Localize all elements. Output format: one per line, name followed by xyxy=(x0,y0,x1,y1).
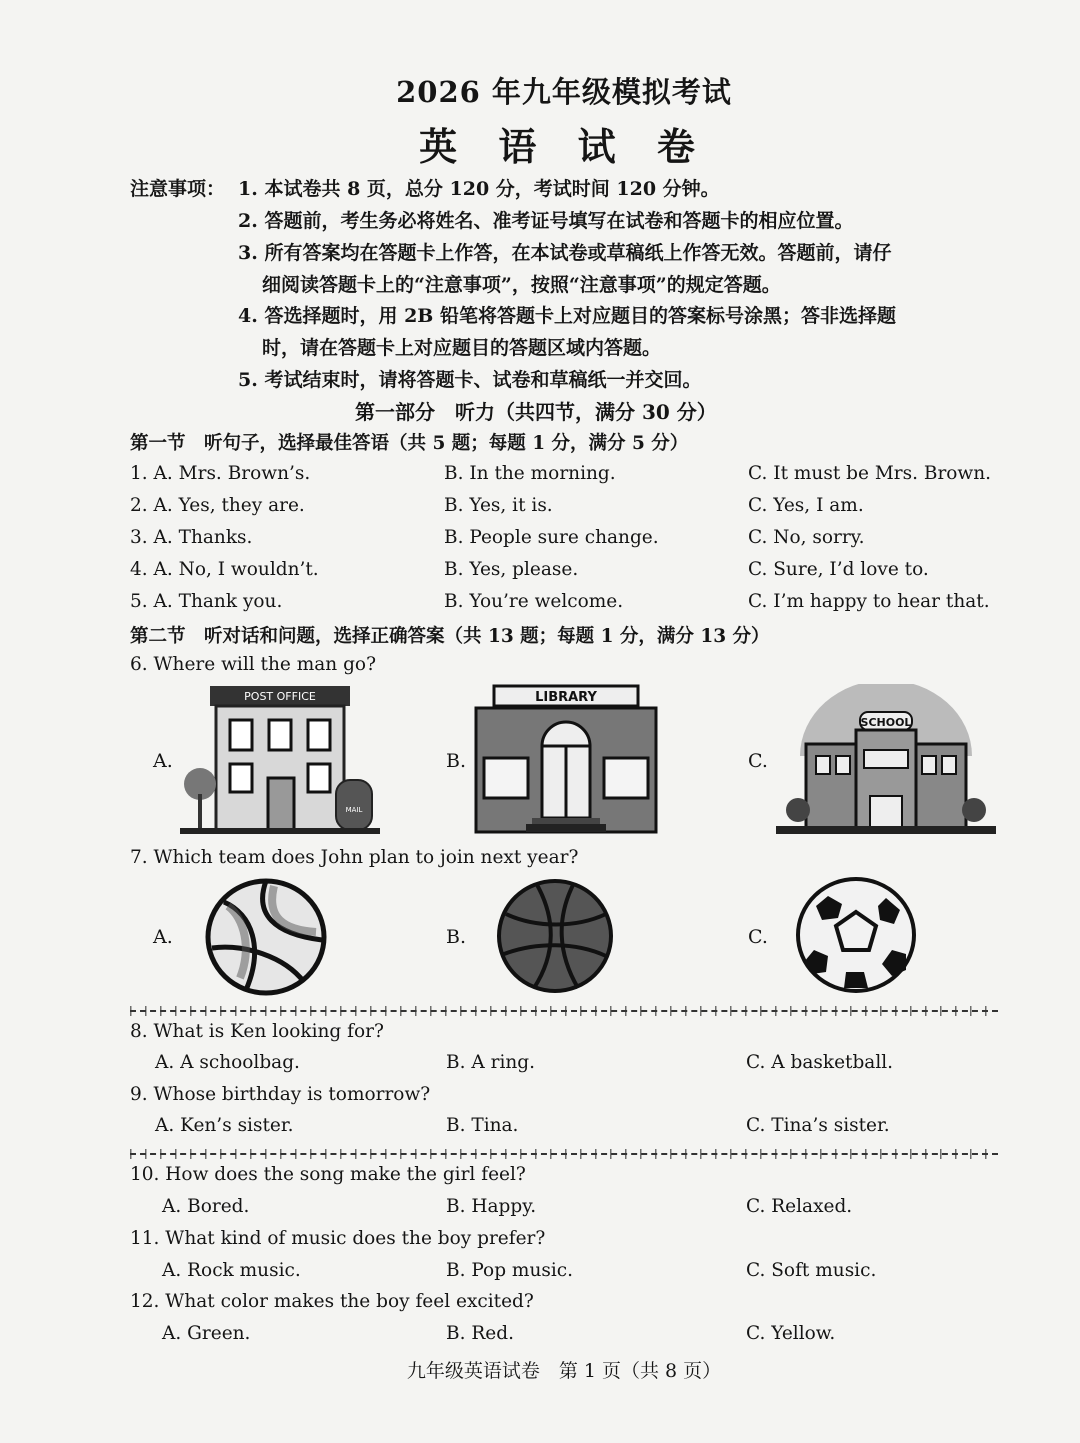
q5-option-a: 5. A. Thank you. xyxy=(130,591,283,612)
school-image xyxy=(776,684,996,836)
q7-question: 7. Which team does John plan to join next year? xyxy=(130,847,579,868)
q10-option-b: B. Happy. xyxy=(446,1196,537,1217)
post-office-image xyxy=(180,684,380,836)
q7-label-c: C. xyxy=(748,926,768,948)
q8-option-b: B. A ring. xyxy=(446,1052,535,1073)
cut-line xyxy=(130,1153,998,1155)
q3-option-c: C. No, sorry. xyxy=(748,527,865,548)
q5-option-c: C. I’m happy to hear that. xyxy=(748,591,990,612)
library-sign: LIBRARY xyxy=(535,690,597,705)
section1-title: 第一节 听句子，选择最佳答语（共 5 题；每题 1 分，满分 5 分） xyxy=(130,433,689,454)
note-item: 时，请在答题卡上对应题目的答题区域内答题。 xyxy=(262,337,662,359)
note-item: 5. 考试结束时，请将答题卡、试卷和草稿纸一并交回。 xyxy=(238,369,702,391)
q11-question: 11. What kind of music does the boy prefer? xyxy=(130,1228,546,1249)
q2-option-c: C. Yes, I am. xyxy=(748,495,864,516)
q9-option-c: C. Tina’s sister. xyxy=(746,1115,890,1136)
q3-option-a: 3. A. Thanks. xyxy=(130,527,253,548)
page-footer: 九年级英语试卷 第 1 页（共 8 页） xyxy=(406,1360,722,1382)
q6-label-b: B. xyxy=(446,750,467,772)
q8-option-c: C. A basketball. xyxy=(746,1052,894,1073)
post-office-sign: POST OFFICE xyxy=(244,690,316,703)
q12-option-b: B. Red. xyxy=(446,1323,514,1344)
soccer-ball-image xyxy=(794,876,918,994)
q5-option-b: B. You’re welcome. xyxy=(444,591,624,612)
section2-title: 第二节 听对话和问题，选择正确答案（共 13 题；每题 1 分，满分 13 分） xyxy=(130,626,770,647)
volleyball-image xyxy=(204,878,328,996)
q1-option-b: B. In the morning. xyxy=(444,463,616,484)
cut-line xyxy=(130,1010,998,1012)
q8-question: 8. What is Ken looking for? xyxy=(130,1021,384,1042)
q3-option-b: B. People sure change. xyxy=(444,527,659,548)
q12-question: 12. What color makes the boy feel excited? xyxy=(130,1291,534,1312)
q10-question: 10. How does the song make the girl feel? xyxy=(130,1164,526,1185)
subject-title: 英 语 试 卷 xyxy=(419,124,709,169)
q6-label-c: C. xyxy=(748,750,768,772)
q7-label-a: A. xyxy=(153,926,173,948)
q11-option-a: A. Rock music. xyxy=(162,1260,301,1281)
q9-option-b: B. Tina. xyxy=(446,1115,519,1136)
q2-option-a: 2. A. Yes, they are. xyxy=(130,495,305,516)
q8-option-a: A. A schoolbag. xyxy=(155,1052,300,1073)
q6-label-a: A. xyxy=(153,750,173,772)
q4-option-a: 4. A. No, I wouldn’t. xyxy=(130,559,319,580)
q9-question: 9. Whose birthday is tomorrow? xyxy=(130,1084,431,1105)
q11-option-c: C. Soft music. xyxy=(746,1260,877,1281)
q12-option-a: A. Green. xyxy=(162,1323,251,1344)
mailbox-label: MAIL xyxy=(345,806,363,814)
q1-option-a: 1. A. Mrs. Brown’s. xyxy=(130,463,311,484)
q12-option-c: C. Yellow. xyxy=(746,1323,836,1344)
part1-title: 第一部分 听力（共四节，满分 30 分） xyxy=(355,400,717,424)
q7-label-b: B. xyxy=(446,926,467,948)
notes-label: 注意事项： xyxy=(130,178,226,200)
q4-option-c: C. Sure, I’d love to. xyxy=(748,559,929,580)
q6-question: 6. Where will the man go? xyxy=(130,654,376,675)
note-item: 3. 所有答案均在答题卡上作答，在本试卷或草稿纸上作答无效。答题前，请仔 xyxy=(238,242,892,264)
q10-option-c: C. Relaxed. xyxy=(746,1196,853,1217)
q4-option-b: B. Yes, please. xyxy=(444,559,579,580)
note-item: 4. 答选择题时，用 2B 铅笔将答题卡上对应题目的答案标号涂黑；答非选择题 xyxy=(238,305,896,327)
q10-option-a: A. Bored. xyxy=(162,1196,250,1217)
exam-title: 2026 年九年级模拟考试 xyxy=(396,75,732,109)
q1-option-c: C. It must be Mrs. Brown. xyxy=(748,463,992,484)
note-item: 1. 本试卷共 8 页，总分 120 分，考试时间 120 分钟。 xyxy=(238,178,720,200)
library-image xyxy=(472,682,660,836)
note-item: 细阅读答题卡上的“注意事项”，按照“注意事项”的规定答题。 xyxy=(262,274,781,296)
note-item: 2. 答题前，考生务必将姓名、准考证号填写在试卷和答题卡的相应位置。 xyxy=(238,210,854,232)
q11-option-b: B. Pop music. xyxy=(446,1260,574,1281)
q9-option-a: A. Ken’s sister. xyxy=(155,1115,294,1136)
school-sign: SCHOOL xyxy=(860,716,912,729)
q2-option-b: B. Yes, it is. xyxy=(444,495,553,516)
basketball-image xyxy=(496,878,614,994)
